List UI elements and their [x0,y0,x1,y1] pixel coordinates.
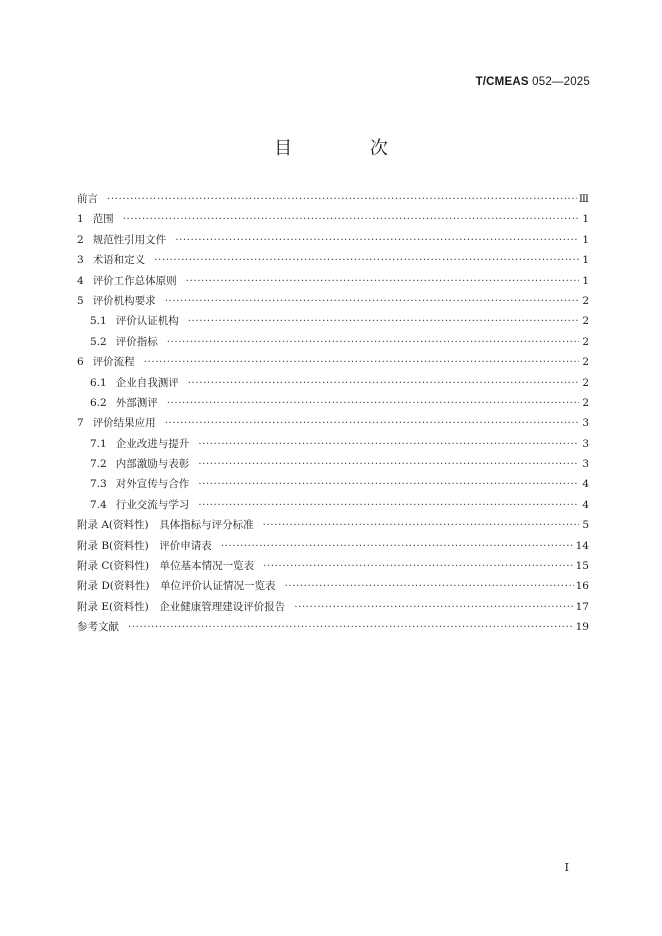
toc-leader-dots [167,397,579,409]
toc-entry-label: 外部测评 [115,396,158,409]
toc-entry[interactable] [77,497,589,517]
toc-entry-label: 参考文献 [77,621,119,634]
toc-entry-page: 3 [582,417,589,430]
toc-entry-label: 评价结果应用 [92,417,156,430]
toc-entry-label: 附录 A(资料性) 具体指标与评分标准 [77,519,254,532]
toc-entry-page: 14 [575,539,589,552]
toc-entry-label: 评价指标 [115,335,158,348]
toc-leader-dots [107,193,577,205]
toc-entry-number: 5.1 [90,315,107,328]
toc-entry-number: 6 [77,356,84,369]
toc-entry-page: Ⅲ [578,193,589,205]
toc-entry-label: 术语和定义 [92,254,146,267]
toc-entry-number: 7.4 [90,498,107,511]
toc-entry-label: 附录 C(资料性) 单位基本情况一览表 [77,560,255,573]
toc-entry[interactable] [77,476,589,496]
toc-entry[interactable] [77,415,589,435]
toc-entry[interactable] [77,334,589,354]
toc-entry-label: 内部激励与表彰 [115,458,190,471]
toc-leader-dots [263,560,574,572]
toc-leader-dots [123,213,579,225]
toc-leader-dots [154,254,579,266]
toc-entry[interactable] [77,517,589,537]
toc-leader-dots [175,234,579,246]
toc-entry-page: 1 [582,213,589,226]
toc-entry-page: 1 [582,233,589,246]
toc-entry-page: 1 [582,254,589,267]
toc-entry-page: 2 [582,376,589,389]
toc-entry-page: 2 [582,335,589,348]
toc-entry-page: 3 [582,458,589,471]
toc-entry-page: 4 [582,498,589,511]
toc-leader-dots [198,438,579,450]
table-of-contents [77,191,589,640]
toc-entry-label: 企业改进与提升 [115,437,190,450]
toc-leader-dots [284,580,573,592]
toc-entry[interactable] [77,232,589,252]
toc-entry-number: 7.1 [90,437,107,450]
toc-entry-page: 4 [582,478,589,491]
toc-entry-number: 7.2 [90,458,107,471]
toc-entry-page: 2 [582,315,589,328]
toc-entry-number: 5 [77,294,84,307]
toc-entry-number: 3 [77,254,84,267]
toc-entry[interactable] [77,273,589,293]
toc-leader-dots [198,458,579,470]
toc-entry-label: 评价工作总体原则 [92,274,177,287]
toc-entry-label: 评价流程 [92,356,135,369]
toc-leader-dots [186,275,579,287]
toc-entry[interactable] [77,538,589,558]
toc-entry[interactable] [77,375,589,395]
toc-entry-number: 6.2 [90,396,107,409]
toc-entry-label: 规范性引用文件 [92,233,167,246]
toc-entry-label: 评价认证机构 [115,315,179,328]
toc-entry-label: 附录 D(资料性) 单位评价认证情况一览表 [77,580,276,593]
toc-entry[interactable] [77,395,589,415]
toc-entry-label: 对外宣传与合作 [115,478,190,491]
toc-entry-label: 前言 [77,193,98,205]
page-title: 目 次 [274,138,424,159]
toc-entry-page: 2 [582,396,589,409]
toc-entry-page: 16 [575,580,589,593]
toc-leader-dots [263,519,579,531]
toc-leader-dots [294,601,573,613]
toc-entry[interactable] [77,252,589,272]
page-number: I [564,861,569,874]
standard-code [476,76,590,88]
toc-entry[interactable] [77,436,589,456]
toc-entry-label: 企业自我测评 [115,376,179,389]
toc-entry-page: 2 [582,294,589,307]
toc-leader-dots [188,315,579,327]
toc-leader-dots [198,478,579,490]
toc-entry-number: 7 [77,417,84,430]
toc-entry-page: 1 [582,274,589,287]
toc-leader-dots [221,540,574,552]
toc-leader-dots [165,417,579,429]
toc-entry[interactable] [77,456,589,476]
toc-entry-page: 2 [582,356,589,369]
toc-leader-dots [167,336,579,348]
toc-entry[interactable] [77,578,589,598]
standard-code-prefix: T/CMEAS [475,76,529,88]
toc-entry-number: 5.2 [90,335,107,348]
toc-entry-label: 附录 B(资料性) 评价申请表 [77,539,212,552]
toc-entry-label: 范围 [92,213,114,226]
toc-leader-dots [198,499,579,511]
toc-entry[interactable] [77,293,589,313]
toc-leader-dots [128,621,574,633]
toc-entry[interactable] [77,354,589,374]
toc-entry-number: 7.3 [90,478,107,491]
toc-entry-page: 3 [582,437,589,450]
toc-entry[interactable] [77,619,589,639]
toc-entry-label: 附录 E(资料性) 企业健康管理建设评价报告 [77,600,286,613]
toc-entry-number: 2 [77,233,84,246]
toc-entry-number: 1 [77,213,84,226]
toc-entry-page: 5 [582,519,589,532]
standard-code-number: 052—2025 [532,76,590,88]
toc-entry-label: 行业交流与学习 [115,498,190,511]
toc-leader-dots [144,356,579,368]
toc-entry[interactable] [77,313,589,333]
toc-entry-page: 15 [575,560,589,573]
toc-entry[interactable] [77,558,589,578]
toc-entry[interactable] [77,191,589,211]
toc-entry[interactable] [77,211,589,231]
toc-entry-number: 4 [77,274,84,287]
toc-entry-number: 6.1 [90,376,107,389]
toc-leader-dots [165,295,579,307]
toc-entry-page: 17 [575,600,589,613]
toc-entry-page: 19 [575,621,589,634]
toc-leader-dots [188,377,579,389]
toc-entry[interactable] [77,599,589,619]
toc-entry-label: 评价机构要求 [92,294,156,307]
